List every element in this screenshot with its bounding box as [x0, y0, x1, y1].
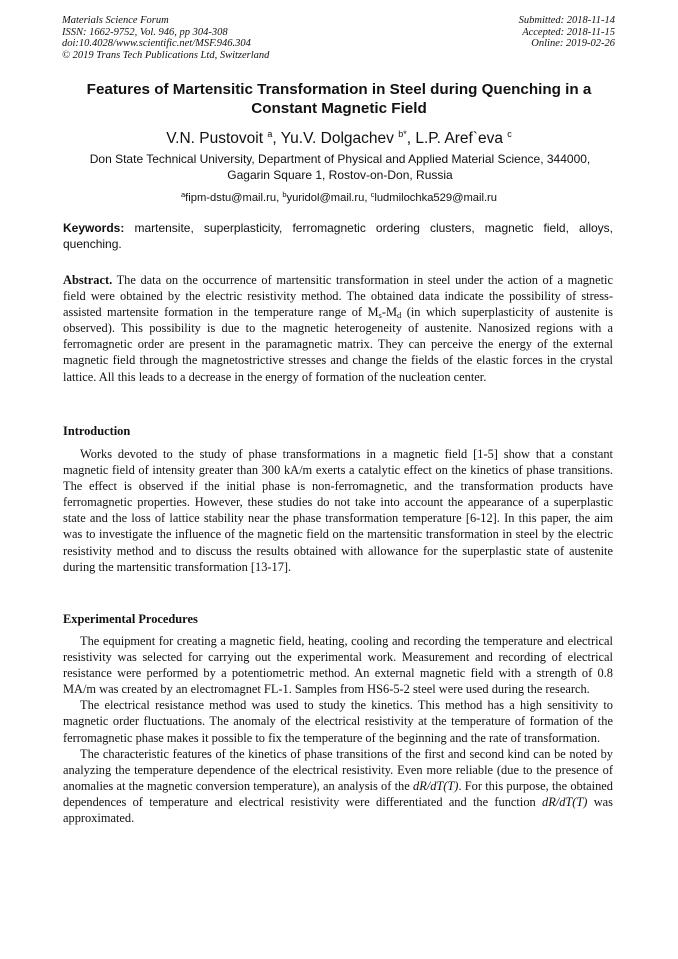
paragraph: The equipment for creating a magnetic field, heating, cooling and recording the temperature and electrical resistivity was selected for carrying out the experimental work. Measurement and recording of electrical resistance were performed by a potentiometric method. An external magnetic field with a strength of 0.8 MA/m was created by an electromagnet FL-1. Samples from HS6-5-2 steel were used during the research. [63, 634, 613, 697]
paragraph: Works devoted to the study of phase transformations in a magnetic field [1-5] show that a constant magnetic field of intensity greater than 300 kA/m exerts a catalytic effect on the kinetics of phase transitions. The effect is observed if the initial phase is non-ferromagnetic, and the transformation products have ferromagnetic properties. However, these studies do not take into account the appearance of a superplastic state and the loss of lattice stability near the phase transformation temperature [6-12]. In this paper, the aim was to investigate the influence of the magnetic field on the martensitic transformation in steel by the electric resistivity method and to discuss the results obtained with allowance for the superplastic state of austenite during the martensitic transformation [13-17]. [63, 447, 613, 574]
author-affil-mark: b* [398, 129, 407, 139]
journal-copyright: © 2019 Trans Tech Publications Ltd, Switzerland [62, 49, 270, 61]
email-address[interactable]: fipm-dstu@mail.ru [185, 192, 277, 204]
journal-name: Materials Science Forum [62, 15, 169, 26]
subscript-s: s [378, 310, 382, 321]
journal-doi: doi:10.4028/www.scientific.net/MSF.946.304 [62, 38, 251, 50]
author-name: L.P. Aref`eva [415, 130, 503, 147]
email-mark: b [282, 190, 287, 199]
section-heading-introduction: Introduction [63, 424, 131, 438]
abstract-label: Abstract. [63, 273, 113, 287]
paragraph-text: was approximated. [63, 794, 613, 826]
affiliation: Don State Technical University, Department of Physical and Applied Material Science, 344000, Gagarin Square 1, Rostov-on-Don, Russia [89, 152, 591, 182]
email-mark: c [370, 190, 375, 199]
subscript-d: d [397, 310, 402, 321]
paragraph-text: The characteristic features of the kinetics of phase transitions of the first and second kind can be noted by analyzing the temperature dependence of the electrical resistivity. Even more reliable (due to the presence of anomalies at the magnetic conversion temperature), an analysis of the [63, 746, 613, 793]
author-affil-mark: c [507, 129, 512, 139]
accepted-date: Accepted: 2018-11-15 [522, 26, 615, 38]
author-name: Yu.V. Dolgachev [280, 130, 394, 147]
abstract [63, 272, 613, 385]
online-date: Online: 2019-02-26 [531, 38, 615, 50]
formula: dR/dT(T) [542, 794, 588, 809]
email-address[interactable]: yuridol@mail.ru [286, 192, 365, 204]
abstract-text-continued: (in which superplasticity of austenite is observed). This possibility is due to the magnetic heterogeneity of austenite. Nanosized regions with a ferromagnetic order are present in the paramagnetic matrix. They can perceive the energy of the external magnetic field through the magnetostrictive stresses and change the fields of the elastic forces in the crystal lattice. All this leads to a decrease in the energy of formation of the nucleation center. [63, 305, 613, 384]
paragraph-text: . For this purpose, the obtained dependences of temperature and electrical resistivity were differentiated and the function [63, 778, 613, 809]
section-heading-experimental: Experimental Procedures [63, 612, 198, 626]
keywords [63, 220, 613, 252]
keywords-text: martensite, superplasticity, ferromagnetic ordering clusters, magnetic field, alloys, quenching. [63, 221, 613, 251]
keywords-label: Keywords: [63, 221, 125, 235]
author-list: V.N. Pustovoit $^a$, Yu.V. Dolgachev $^{b*}$, L.P. Aref`eva $^c$ [166, 129, 512, 147]
paragraph: The electrical resistance method was used to study the kinetics. This method has a high sensitivity to magnetic order fluctuations. The anomaly of the electrical resistivity at the temperature of formation of the ferromagnetic phase makes it possible to fix the temperature of the beginning and the rate of transformation. [63, 698, 613, 745]
formula: dR/dT(T) [413, 778, 459, 793]
paragraph [63, 746, 613, 826]
introduction-body [63, 446, 613, 575]
author-name: V.N. Pustovoit [166, 130, 264, 147]
journal-header-right [519, 15, 615, 50]
email-address[interactable]: ludmilochka529@mail.ru [374, 192, 498, 204]
journal-issn: ISSN: 1662-9752, Vol. 946, pp 304-308 [62, 26, 228, 38]
email-mark: a [180, 190, 186, 199]
email-list: $^a$fipm-dstu@mail.ru, $^b$yuridol@mail.ru, $^c$ludmilochka529@mail.ru [180, 190, 498, 204]
experimental-body [63, 633, 613, 826]
author-affil-mark: a [267, 129, 273, 139]
submitted-date: Submitted: 2018-11-14 [518, 15, 615, 26]
journal-header-left [62, 15, 269, 61]
abstract-text: The data on the occurrence of martensitic transformation in steel under the action of a magnetic field were obtained by the electric resistivity method. The obtained data indicate the possibility of stress-assisted martensite formation in the temperature range of M [63, 273, 614, 320]
paper-title: Features of Martensitic Transformation in Steel during Quenching in a Constant Magnetic Field [86, 81, 592, 117]
abstract-dash: -M [381, 305, 398, 320]
